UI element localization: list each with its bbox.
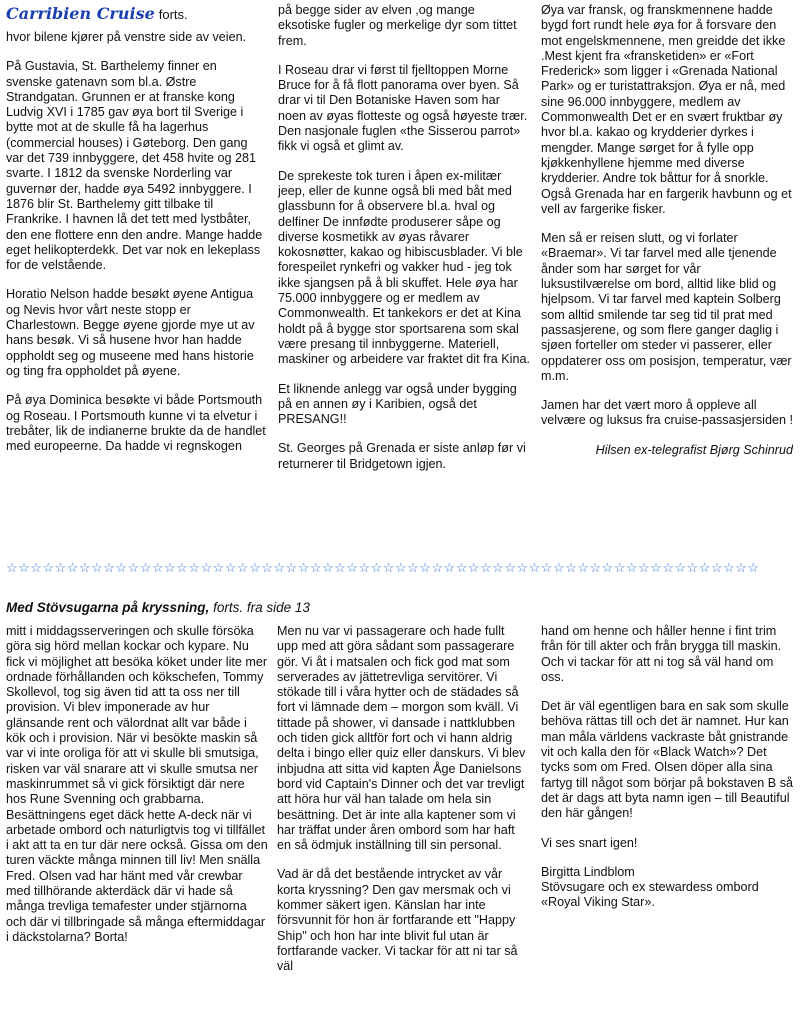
- paragraph: Jamen har det vært moro å oppleve all velvære og luksus fra cruise-passasjersiden !: [541, 398, 793, 428]
- paragraph: hand om henne och håller henne i fint trim från för till akter och från brygga till maskin. Och vi tackar för att ni tog så väl hand om oss.: [541, 624, 782, 684]
- signature: Hilsen ex-telegrafist Bjørg Schinrud: [595, 442, 793, 457]
- paragraph: Vi ses snart igen!: [541, 835, 638, 850]
- paragraph: Horatio Nelson hadde besøkt øyene Antigua og Nevis hvor vårt neste stopp er Charlestown. Begge øyene gjorde mye ut av hans besøk. Vi så husene hvor han hadde oppholdt seg og museene med hans historie og ting fra oppholdet på øyene.: [6, 287, 255, 378]
- section1-title: Carribien Cruise: [6, 4, 155, 23]
- section1-column-3: [541, 3, 793, 550]
- paragraph: Øya var fransk, og franskmennene hadde bygd fort rundt hele øya for å forsvare den mot engelskmennene, men greidde det ikke .Mest kjent fra «fransketiden» er «Fort Frederick» som ligger i «Grenada National Park» og er turistattraksjon. Øya er nå, med sine 96.000 innbyggere, medlem av Commonwealth Det er en svært fruktbar øy hvor bl.a. kakao og krydderier dyrkes i mengder. Mange sørget for å fylle opp kjøkkenhyllene hjemme med diverse krydderier. Andre tok båttur for å snorkle. Også Grenada har en fargerik havbunn og et vell av fargerike fisker.: [541, 3, 792, 216]
- paragraph: Vad är då det bestående intrycket av vår korta kryssning? Den gav mersmak och vi kommer säkert igen. Känslan har inte försvunnit för hon är fortfarande ett "Happy Ship" och hon har inte blivit ful utan är fortfarande vacker. Vi tackar för att ni tar så väl: [277, 867, 518, 974]
- section2-subtitle: forts. fra side 13: [209, 600, 310, 615]
- paragraph: De sprekeste tok turen i åpen ex-militær jeep, eller de kunne også bli med båt med glassbunn for å observere bl.a. hval og delfiner De innfødte produserer såpe og diverse kosmetikk av øyas råvarer kokosnøtter, kakao og hibiscusblader. Vi ble forespeilet rynkefri og vakker hud - jeg tok ikke sjangsen på å bli skuffet. Hele øya har 75.000 innbyggere og er medlem av Commonwealth. Et tankekors er det at Kina holdt på å bygge stor sportsarena som skal være presang til innbyggerne. Materiell, maskiner og arbeidere var fraktet dit fra Kina.: [278, 168, 530, 367]
- section1-forts: forts.: [158, 7, 188, 22]
- author-name: Birgitta Lindblom: [541, 864, 635, 879]
- paragraph: St. Georges på Grenada er siste anløp før vi returnerer til Bridgetown igjen.: [278, 441, 526, 471]
- paragraph: På Gustavia, St. Barthelemy finner en svenske gatenavn som bl.a. Østre Strandgatan. Grunnen er at franske kong Ludvig XVI i 1785 gav øya bort til Sverige i bytte mot at de skulle få ha lagerhus (commercial houses) i Gøteborg. Den gang var det 739 innbyggere, det 458 hvite og 281 svarte. I 1812 da svenske Norderling var guvernør der, hadde øya 5492 innbyggere. I 1876 blir St. Barthelemy gitt tilbake til Frankrike. I havnen lå det tett med lystbåter, den ene flottere enn den andre. Mange hadde eget helikopterdekk. Det var nok en lekeplass for de velstående.: [6, 59, 263, 273]
- section2-title: Med Stövsugarna på kryssning,: [6, 600, 210, 615]
- section1-heading: [6, 4, 188, 24]
- section2-heading: [6, 600, 310, 615]
- section1-column-2: [278, 3, 530, 550]
- paragraph: Men nu var vi passagerare och hade fullt upp med att göra sådant som passagerare gör. Vi åt i matsalen och fick god mat som serverades av jättetrevliga servitörer. Vi stökade till i våra hytter och de städades så fort vi lämnade dem – morgon som kväll. Vi tittade på shower, vi dansade i nattklubben och tiden gick alltför fort och vi hann aldrig delta i bingo eller quiz eller danskurs. Vi blev inbjudna att sitta vid kapten Åge Danielsons bord vid Captain's Dinner och det var trevligt att höra hur väl han talade om hela sin besättning. Det är inte alla kaptener som vi har träffat under åren ombord som har haft en så ödmjuk inställning till sin personal.: [277, 624, 526, 853]
- section2-column-3: [541, 624, 793, 1032]
- paragraph: på begge sider av elven ,og mange eksotiske fugler og merkelige dyr som tittet frem.: [278, 3, 517, 48]
- paragraph: mitt i middagsserveringen och skulle försöka göra sig hörd mellan kockar och kypare. Nu fick vi möjlighet att besöka köket under lite mer ordnade förhållanden och kökschefen, Tommy Skollevol, tog sig även tid att ta oss ner till provision. Vi blev imponerade av hur glänsande rent och välordnat allt var både i kök och i provision. När vi besökte maskin så var vi inte oroliga för att vi skulle bli smutsiga, risken var väl snarare att vi skulle smutsa ner maskinrummet så vi gick försiktigt där nere hos Rune Svenning och grabbarna. Besättningens eget däck hette A-deck när vi arbetade ombord och naturligtvis tog vi tillfället i akt att ta en tur där nere också. Gissa om den turen väckte många minnen till liv! Men snälla Fred. Olsen vad har hänt med vår crewbar med tillhörande akterdäck där vi hade så många trevliga temafester under stjärnorna och där vi tillbringade så många eftermiddagar i däckstolarna? Borta!: [6, 624, 268, 944]
- section2-column-2: [277, 624, 529, 1032]
- section2-column-1: [6, 624, 268, 1032]
- star-divider: ☆☆☆☆☆☆☆☆☆☆☆☆☆☆☆☆☆☆☆☆☆☆☆☆☆☆☆☆☆☆☆☆☆☆☆☆☆☆☆☆☆☆☆☆☆☆☆☆☆☆☆☆☆☆☆☆☆☆☆☆☆☆: [6, 560, 760, 575]
- paragraph: hvor bilene kjører på venstre side av veien.: [6, 30, 247, 44]
- paragraph: Et liknende anlegg var også under bygging på en annen øy i Karibien, også det PRESANG!!: [278, 381, 517, 427]
- paragraph: På øya Dominica besøkte vi både Portsmouth og Roseau. I Portsmouth kunne vi ta elvetur i trebåter, lik de indianerne brukte da de handlet med europeerne. Da hadde vi regnskogen: [6, 393, 266, 454]
- paragraph: Det är väl egentligen bara en sak som skulle behöva rättas till och det är namnet. Hur kan man måla världens vackraste båt gnistrande vit och kalla den för «Black Watch»? Det tycks som om Fred. Olsen döper alla sina fartyg till något som börjar på bokstaven B så det är dags att byta namn igen – till Beautiful den här gången!: [541, 699, 793, 821]
- paragraph: Men så er reisen slutt, og vi forlater «Braemar». Vi tar farvel med alle tjenende ånder som har sørget for vår luksustilværelse om bord, alltid like blid og hjelpsom. Vi tar farvel med kaptein Solberg som alltid smilende tar seg tid til prat med passasjerene, og som flere ganger daglig i sjøen forteller om steder vi passerer, eller oppdaterer oss om posisjon, temperatur, vær m.m.: [541, 231, 792, 383]
- section1-column-1: [6, 30, 266, 550]
- paragraph: I Roseau drar vi først til fjelltoppen Morne Bruce for å få flott panorama over byen. Så drar vi til Den Botaniske Haven som har noen av øyas flotteste og også høyeste trær. Den nasjonale fuglen «the Sisserou parrot» fikk vi også et glimt av.: [278, 62, 528, 154]
- author-role: Stövsugare och ex stewardess ombord «Royal Viking Star».: [541, 880, 759, 910]
